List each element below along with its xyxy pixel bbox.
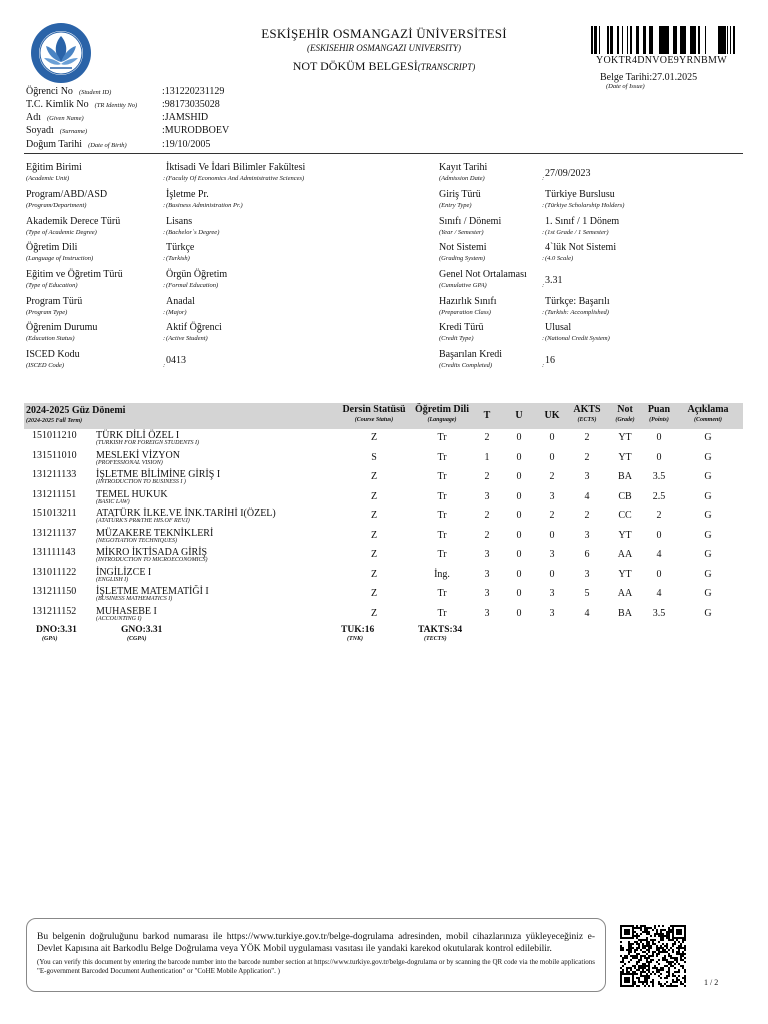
personal-label xyxy=(26,99,137,110)
academic-value-colon: : xyxy=(163,202,166,209)
course-t: 2 xyxy=(484,529,490,541)
course-u: 0 xyxy=(516,588,522,599)
column-header-comment-en: (Comment) xyxy=(694,417,722,423)
column-header-akts-en: (ECTS) xyxy=(577,417,597,423)
course-name-en: (BUSINESS MATHEMATICS I) xyxy=(96,596,173,602)
academic-value-colon: : xyxy=(542,282,545,289)
course-uk: 3 xyxy=(549,588,555,599)
academic-label: Öğretim Dili xyxy=(26,242,78,253)
course-comment: G xyxy=(704,490,712,502)
academic-label-en: (Program/Department) xyxy=(26,202,87,209)
course-u: 0 xyxy=(516,490,522,502)
verification-note-en: (You can verify this document by entering the barcode number into the barcode number section at https://www.turkiye.gov.tr/belge-dogrulama or by scanning the QR code via the mobile applications "E-government Barcoded Document Authentication" or "CoHE Mobile Application". ) xyxy=(37,958,595,975)
course-comment: G xyxy=(704,471,712,482)
academic-value-en: (Formal Education) xyxy=(166,282,219,289)
academic-label: Akademik Derece Türü xyxy=(26,216,121,227)
document-title-en: (TRANSCRIPT) xyxy=(417,62,476,72)
academic-label: Genel Not Ortalaması xyxy=(439,269,527,280)
academic-value: Türkçe: Başarılı xyxy=(545,296,610,307)
course-u: 0 xyxy=(516,607,522,619)
academic-label-en: (Program Type) xyxy=(26,309,68,316)
personal-value: :JAMSHID xyxy=(162,112,209,123)
column-header-lang: Öğretim Dili xyxy=(415,404,469,415)
course-akts: 2 xyxy=(584,432,590,443)
academic-label: Başarılan Kredi xyxy=(439,349,503,360)
course-points: 4 xyxy=(656,588,662,599)
academic-value-colon: : xyxy=(163,309,166,316)
personal-label-tr: Soyadı xyxy=(26,125,54,136)
course-name: TÜRK DİLİ ÖZEL I xyxy=(96,430,180,441)
course-t: 1 xyxy=(484,451,490,463)
academic-value-en: (Active Student) xyxy=(166,335,208,342)
academic-value-en: (Business Administration Pr.) xyxy=(166,202,243,209)
course-code: 131011122 xyxy=(32,566,77,578)
course-akts: 5 xyxy=(584,588,590,599)
document-barcode xyxy=(591,26,735,54)
academic-label: Program/ABD/ASD xyxy=(26,189,108,200)
personal-label-en: (Surname) xyxy=(59,128,88,135)
academic-value: 16 xyxy=(545,355,555,366)
page-number: 1 / 2 xyxy=(704,978,719,987)
academic-label: Kredi Türü xyxy=(439,322,484,333)
course-lang: Tr xyxy=(437,451,447,463)
academic-label: Eğitim ve Öğretim Türü xyxy=(26,269,123,280)
academic-value-colon: : xyxy=(163,175,166,182)
course-code: 131211150 xyxy=(32,586,77,597)
university-name-en: (ESKISEHIR OSMANGAZI UNIVERSITY) xyxy=(307,43,461,53)
personal-value: :98173035028 xyxy=(162,99,220,110)
course-t: 2 xyxy=(484,432,490,443)
course-grade: YT xyxy=(618,529,632,541)
course-uk: 2 xyxy=(549,471,555,482)
course-comment: G xyxy=(704,568,712,580)
academic-value-colon: : xyxy=(542,362,545,369)
course-name: İŞLETME BİLİMİNE GİRİŞ I xyxy=(96,469,221,480)
course-points: 0 xyxy=(656,451,662,463)
total-tuk-en: (TNK) xyxy=(347,636,363,642)
verification-note xyxy=(26,918,606,992)
academic-label-en: (Preparation Class) xyxy=(439,309,491,316)
academic-value-en: (Turkish: Accomplished) xyxy=(545,309,609,316)
column-header-status: Dersin Statüsü xyxy=(342,404,406,415)
academic-label: Hazırlık Sınıfı xyxy=(439,296,497,307)
course-name: MUHASEBE I xyxy=(96,605,157,617)
course-lang: Tr xyxy=(437,510,447,521)
academic-value: 3.31 xyxy=(545,275,563,286)
academic-value: Ulusal xyxy=(545,322,572,333)
course-status: Z xyxy=(370,568,378,580)
verification-note-tr: Bu belgenin doğruluğunu barkod numarası ile https://www.turkiye.gov.tr/belge-dogrulama adresinden, mobil cihazlarınıza yükleyeceğiniz e-Devlet Kapısına ait Barkodlu Belge Doğrulama veya YÖK Mobil uygulaması vasıtası ile yandaki karekod okutularak kontrol edilebilir. xyxy=(37,932,595,954)
course-name-en: (TURKISH FOR FOREIGN STUDENTS I) xyxy=(96,440,199,446)
course-akts: 3 xyxy=(584,529,590,541)
course-code: 131111143 xyxy=(32,547,76,558)
column-header-status-en: (Course Status) xyxy=(354,417,394,423)
academic-value-en: (National Credit System) xyxy=(545,335,610,342)
course-points: 2.5 xyxy=(652,490,666,502)
course-name: MESLEKİ VİZYON xyxy=(96,449,180,461)
academic-value-en: (1st Grade / 1 Semester) xyxy=(545,229,609,236)
academic-value-en: (Türkiye Scholarship Holders) xyxy=(545,202,625,209)
academic-value: İşletme Pr. xyxy=(166,189,209,200)
course-code: 131211151 xyxy=(32,488,77,500)
academic-label-en: (ISCED Code) xyxy=(26,362,65,369)
document-title-tr: NOT DÖKÜM BELGESİ xyxy=(292,59,418,73)
term-title-en: (2024-2025 Fall Term) xyxy=(26,418,83,424)
course-uk: 0 xyxy=(549,432,555,443)
academic-value-colon: : xyxy=(542,202,545,209)
header-divider xyxy=(24,153,743,154)
course-name: TEMEL HUKUK xyxy=(96,488,168,500)
academic-label: Eğitim Birimi xyxy=(26,162,82,173)
course-u: 0 xyxy=(516,549,522,560)
personal-label xyxy=(26,112,84,123)
course-t: 3 xyxy=(484,568,490,580)
course-status: Z xyxy=(370,529,378,541)
course-grade: YT xyxy=(618,568,632,580)
course-akts: 4 xyxy=(584,490,590,502)
course-points: 3.5 xyxy=(652,471,666,482)
course-comment: G xyxy=(704,607,712,619)
academic-value-colon: : xyxy=(542,309,545,316)
course-points: 3.5 xyxy=(652,607,666,619)
course-status: Z xyxy=(370,588,378,599)
academic-value: Anadal xyxy=(166,296,195,307)
personal-label-en: (Given Name) xyxy=(47,115,84,122)
course-comment: G xyxy=(704,529,712,541)
course-name-en: (ATATÜRK'S PR&THE HIS.OF REV.I) xyxy=(96,518,190,524)
course-akts: 2 xyxy=(584,451,590,463)
course-u: 0 xyxy=(516,432,522,443)
course-name-en: (ACCOUNTING I) xyxy=(96,615,142,622)
total-dno-en: (GPA) xyxy=(42,636,58,642)
course-name-en: (INTRODUCTION TO MICROECONOMICS) xyxy=(96,557,208,563)
term-title: 2024-2025 Güz Dönemi xyxy=(26,405,126,416)
course-t: 2 xyxy=(484,471,490,482)
university-name: ESKİŞEHİR OSMANGAZİ ÜNİVERSİTESİ xyxy=(261,26,507,41)
personal-label-en: (Student ID) xyxy=(78,89,112,96)
academic-label: Kayıt Tarihi xyxy=(439,162,488,173)
course-uk: 3 xyxy=(549,490,555,502)
academic-value-en: (Bachelor`s Degree) xyxy=(166,229,220,236)
course-name: İŞLETME MATEMATİĞİ I xyxy=(96,586,209,597)
academic-label: Program Türü xyxy=(26,296,83,307)
academic-value: Lisans xyxy=(166,216,193,227)
academic-value-colon: : xyxy=(163,282,166,289)
verification-qr-code xyxy=(620,925,686,987)
academic-value: 27/09/2023 xyxy=(545,168,591,179)
total-takts-en: (TECTS) xyxy=(424,636,447,642)
personal-label-en: (Date of Birth) xyxy=(88,142,127,149)
academic-label-en: (Type of Education) xyxy=(26,282,78,289)
course-lang: Tr xyxy=(437,607,447,619)
course-name: ATATÜRK İLKE.VE İNK.TARİHİ I(ÖZEL) xyxy=(96,508,276,519)
personal-label xyxy=(26,125,87,136)
course-lang: İng. xyxy=(434,568,450,580)
academic-value-colon: : xyxy=(163,255,166,262)
total-dno: DNO:3.31 xyxy=(36,625,77,635)
academic-value-colon: : xyxy=(542,335,545,342)
course-comment: G xyxy=(704,510,712,521)
course-u: 0 xyxy=(516,471,522,482)
column-header-points-en: (Points) xyxy=(649,417,669,423)
course-name: İNGİLİZCE I xyxy=(96,566,152,578)
academic-value: 0413 xyxy=(166,355,186,366)
course-name-en: (INTRODUCTION TO BUSINESS I ) xyxy=(96,479,186,485)
academic-value-colon: : xyxy=(163,335,166,342)
personal-label xyxy=(26,139,127,150)
academic-value-colon: : xyxy=(542,175,545,182)
course-uk: 3 xyxy=(549,549,555,560)
course-points: 0 xyxy=(656,568,662,580)
academic-label-en: (Entry Type) xyxy=(439,202,472,209)
course-akts: 3 xyxy=(584,568,590,580)
personal-label-tr: Öğrenci No xyxy=(26,86,73,97)
academic-value: Örgün Öğretim xyxy=(166,269,228,280)
course-points: 0 xyxy=(656,529,662,541)
course-lang: Tr xyxy=(437,471,447,482)
course-code: 131211133 xyxy=(32,469,77,480)
column-header-lang-en: (Language) xyxy=(427,417,457,423)
personal-value: :MURODBOEV xyxy=(162,125,230,136)
course-code: 151013211 xyxy=(32,508,77,519)
course-akts: 6 xyxy=(584,549,590,560)
course-lang: Tr xyxy=(437,490,447,502)
academic-label-en: (Credits Completed) xyxy=(439,362,493,369)
course-comment: G xyxy=(704,588,712,599)
academic-label: Not Sistemi xyxy=(439,242,487,253)
course-grade: YT xyxy=(618,451,632,463)
total-gno: GNO:3.31 xyxy=(121,625,163,635)
course-status: Z xyxy=(370,490,378,502)
course-name-en: (PROFESSIONAL VISION) xyxy=(96,459,163,466)
course-grade: AA xyxy=(617,588,633,599)
course-status: Z xyxy=(370,549,378,560)
course-t: 3 xyxy=(484,490,490,502)
academic-label: Sınıfı / Dönemi xyxy=(439,216,502,227)
course-name: MİKRO İKTİSADA GİRİŞ xyxy=(96,547,208,558)
course-lang: Tr xyxy=(437,549,447,560)
course-code: 131211152 xyxy=(32,605,77,617)
column-header-comment: Açıklama xyxy=(687,404,729,415)
course-uk: 0 xyxy=(549,568,555,580)
academic-value-colon: : xyxy=(163,362,166,369)
issue-date xyxy=(600,72,697,83)
course-code: 151011210 xyxy=(32,430,77,441)
academic-value: Aktif Öğrenci xyxy=(166,322,222,333)
academic-label-en: (Language of Instruction) xyxy=(26,255,94,262)
course-points: 0 xyxy=(656,432,662,443)
course-t: 3 xyxy=(484,588,490,599)
course-code: 131511010 xyxy=(32,449,77,461)
academic-value-en: (4.0 Scale) xyxy=(545,255,574,262)
course-t: 3 xyxy=(484,607,490,619)
course-comment: G xyxy=(704,432,712,443)
personal-label xyxy=(26,86,111,97)
academic-label-en: (Cumulative GPA) xyxy=(439,282,487,289)
course-grade: BA xyxy=(618,607,632,619)
academic-label-en: (Education Status) xyxy=(26,335,75,342)
academic-value: Türkiye Burslusu xyxy=(545,189,615,200)
course-uk: 3 xyxy=(549,607,555,619)
course-comment: G xyxy=(704,451,712,463)
column-header-akts: AKTS xyxy=(573,404,601,415)
course-uk: 0 xyxy=(549,529,555,541)
academic-label-en: (Academic Unit) xyxy=(26,175,70,182)
academic-label-en: (Grading System) xyxy=(439,255,486,262)
course-uk: 0 xyxy=(549,451,555,463)
academic-value: 1. Sınıf / 1 Dönem xyxy=(545,216,620,227)
academic-value-en: (Turkish) xyxy=(166,255,190,262)
personal-value: :19/10/2005 xyxy=(162,139,211,150)
total-tuk: TUK:16 xyxy=(341,625,375,635)
course-akts: 4 xyxy=(584,607,590,619)
course-name-en: (NEGOTIATION TECHNIQUES) xyxy=(96,537,177,544)
course-u: 0 xyxy=(516,568,522,580)
personal-label-tr: Adı xyxy=(26,112,41,123)
course-grade: CB xyxy=(618,490,632,502)
academic-value: Türkçe xyxy=(166,242,195,253)
course-lang: Tr xyxy=(437,432,447,443)
course-u: 0 xyxy=(516,529,522,541)
course-akts: 3 xyxy=(584,471,590,482)
course-lang: Tr xyxy=(437,588,447,599)
academic-value: İktisadi Ve İdari Bilimler Fakültesi xyxy=(166,162,306,173)
academic-label-en: (Admission Date) xyxy=(439,175,485,182)
course-name-en: (ENGLISH I) xyxy=(96,576,129,583)
academic-value-en: (Faculty Of Economics And Administrative Sciences) xyxy=(166,175,305,182)
issue-date-label: Belge Tarihi: xyxy=(600,72,653,83)
course-points: 2 xyxy=(656,510,662,521)
course-code: 131211137 xyxy=(32,527,77,539)
course-uk: 2 xyxy=(549,510,555,521)
column-header-t: T xyxy=(483,410,491,421)
column-header-u: U xyxy=(515,410,523,421)
academic-value-colon: : xyxy=(163,229,166,236)
personal-value: :131220231129 xyxy=(162,86,225,97)
course-u: 0 xyxy=(516,451,522,463)
column-header-points: Puan xyxy=(647,404,671,415)
course-lang: Tr xyxy=(437,529,447,541)
course-t: 3 xyxy=(484,549,490,560)
course-name-en: (BASIC LAW) xyxy=(96,498,130,505)
academic-value-en: (Major) xyxy=(166,309,187,316)
column-header-grade: Not xyxy=(617,404,633,415)
academic-value-colon: : xyxy=(542,229,545,236)
issue-date-value: 27.01.2025 xyxy=(652,72,698,83)
course-status: Z xyxy=(370,510,378,521)
course-t: 2 xyxy=(484,510,490,521)
course-status: Z xyxy=(370,471,378,482)
academic-label: Giriş Türü xyxy=(439,189,481,200)
course-comment: G xyxy=(704,549,712,560)
academic-label-en: (Type of Academic Degree) xyxy=(26,229,97,236)
personal-label-tr: T.C. Kimlik No xyxy=(26,99,89,110)
course-name: MÜZAKERE TEKNİKLERİ xyxy=(96,527,214,539)
course-status: Z xyxy=(370,607,378,619)
personal-label-en: (TR Identity No) xyxy=(94,102,138,109)
course-u: 0 xyxy=(516,510,522,521)
total-takts: TAKTS:34 xyxy=(418,625,463,635)
course-grade: AA xyxy=(617,549,633,560)
academic-label: ISCED Kodu xyxy=(26,349,80,360)
academic-value-colon: : xyxy=(542,255,545,262)
column-header-grade-en: (Grade) xyxy=(615,417,635,423)
personal-label-tr: Doğum Tarihi xyxy=(26,139,83,150)
course-status: S xyxy=(371,451,377,463)
course-status: Z xyxy=(370,432,378,443)
course-grade: CC xyxy=(618,510,632,521)
column-header-uk: UK xyxy=(544,410,560,421)
academic-label-en: (Year / Semester) xyxy=(439,229,484,236)
academic-value: 4`lük Not Sistemi xyxy=(545,242,617,253)
course-points: 4 xyxy=(656,549,662,560)
barcode-number: YOKTR4DNVOE9YRNBMW xyxy=(596,55,727,66)
course-akts: 2 xyxy=(584,510,590,521)
issue-date-label-en: (Date of Issue) xyxy=(606,83,645,90)
total-gno-en: (CGPA) xyxy=(127,636,147,642)
academic-label: Öğrenim Durumu xyxy=(26,322,98,333)
course-grade: BA xyxy=(618,471,632,482)
academic-label-en: (Credit Type) xyxy=(439,335,474,342)
course-grade: YT xyxy=(618,432,632,443)
